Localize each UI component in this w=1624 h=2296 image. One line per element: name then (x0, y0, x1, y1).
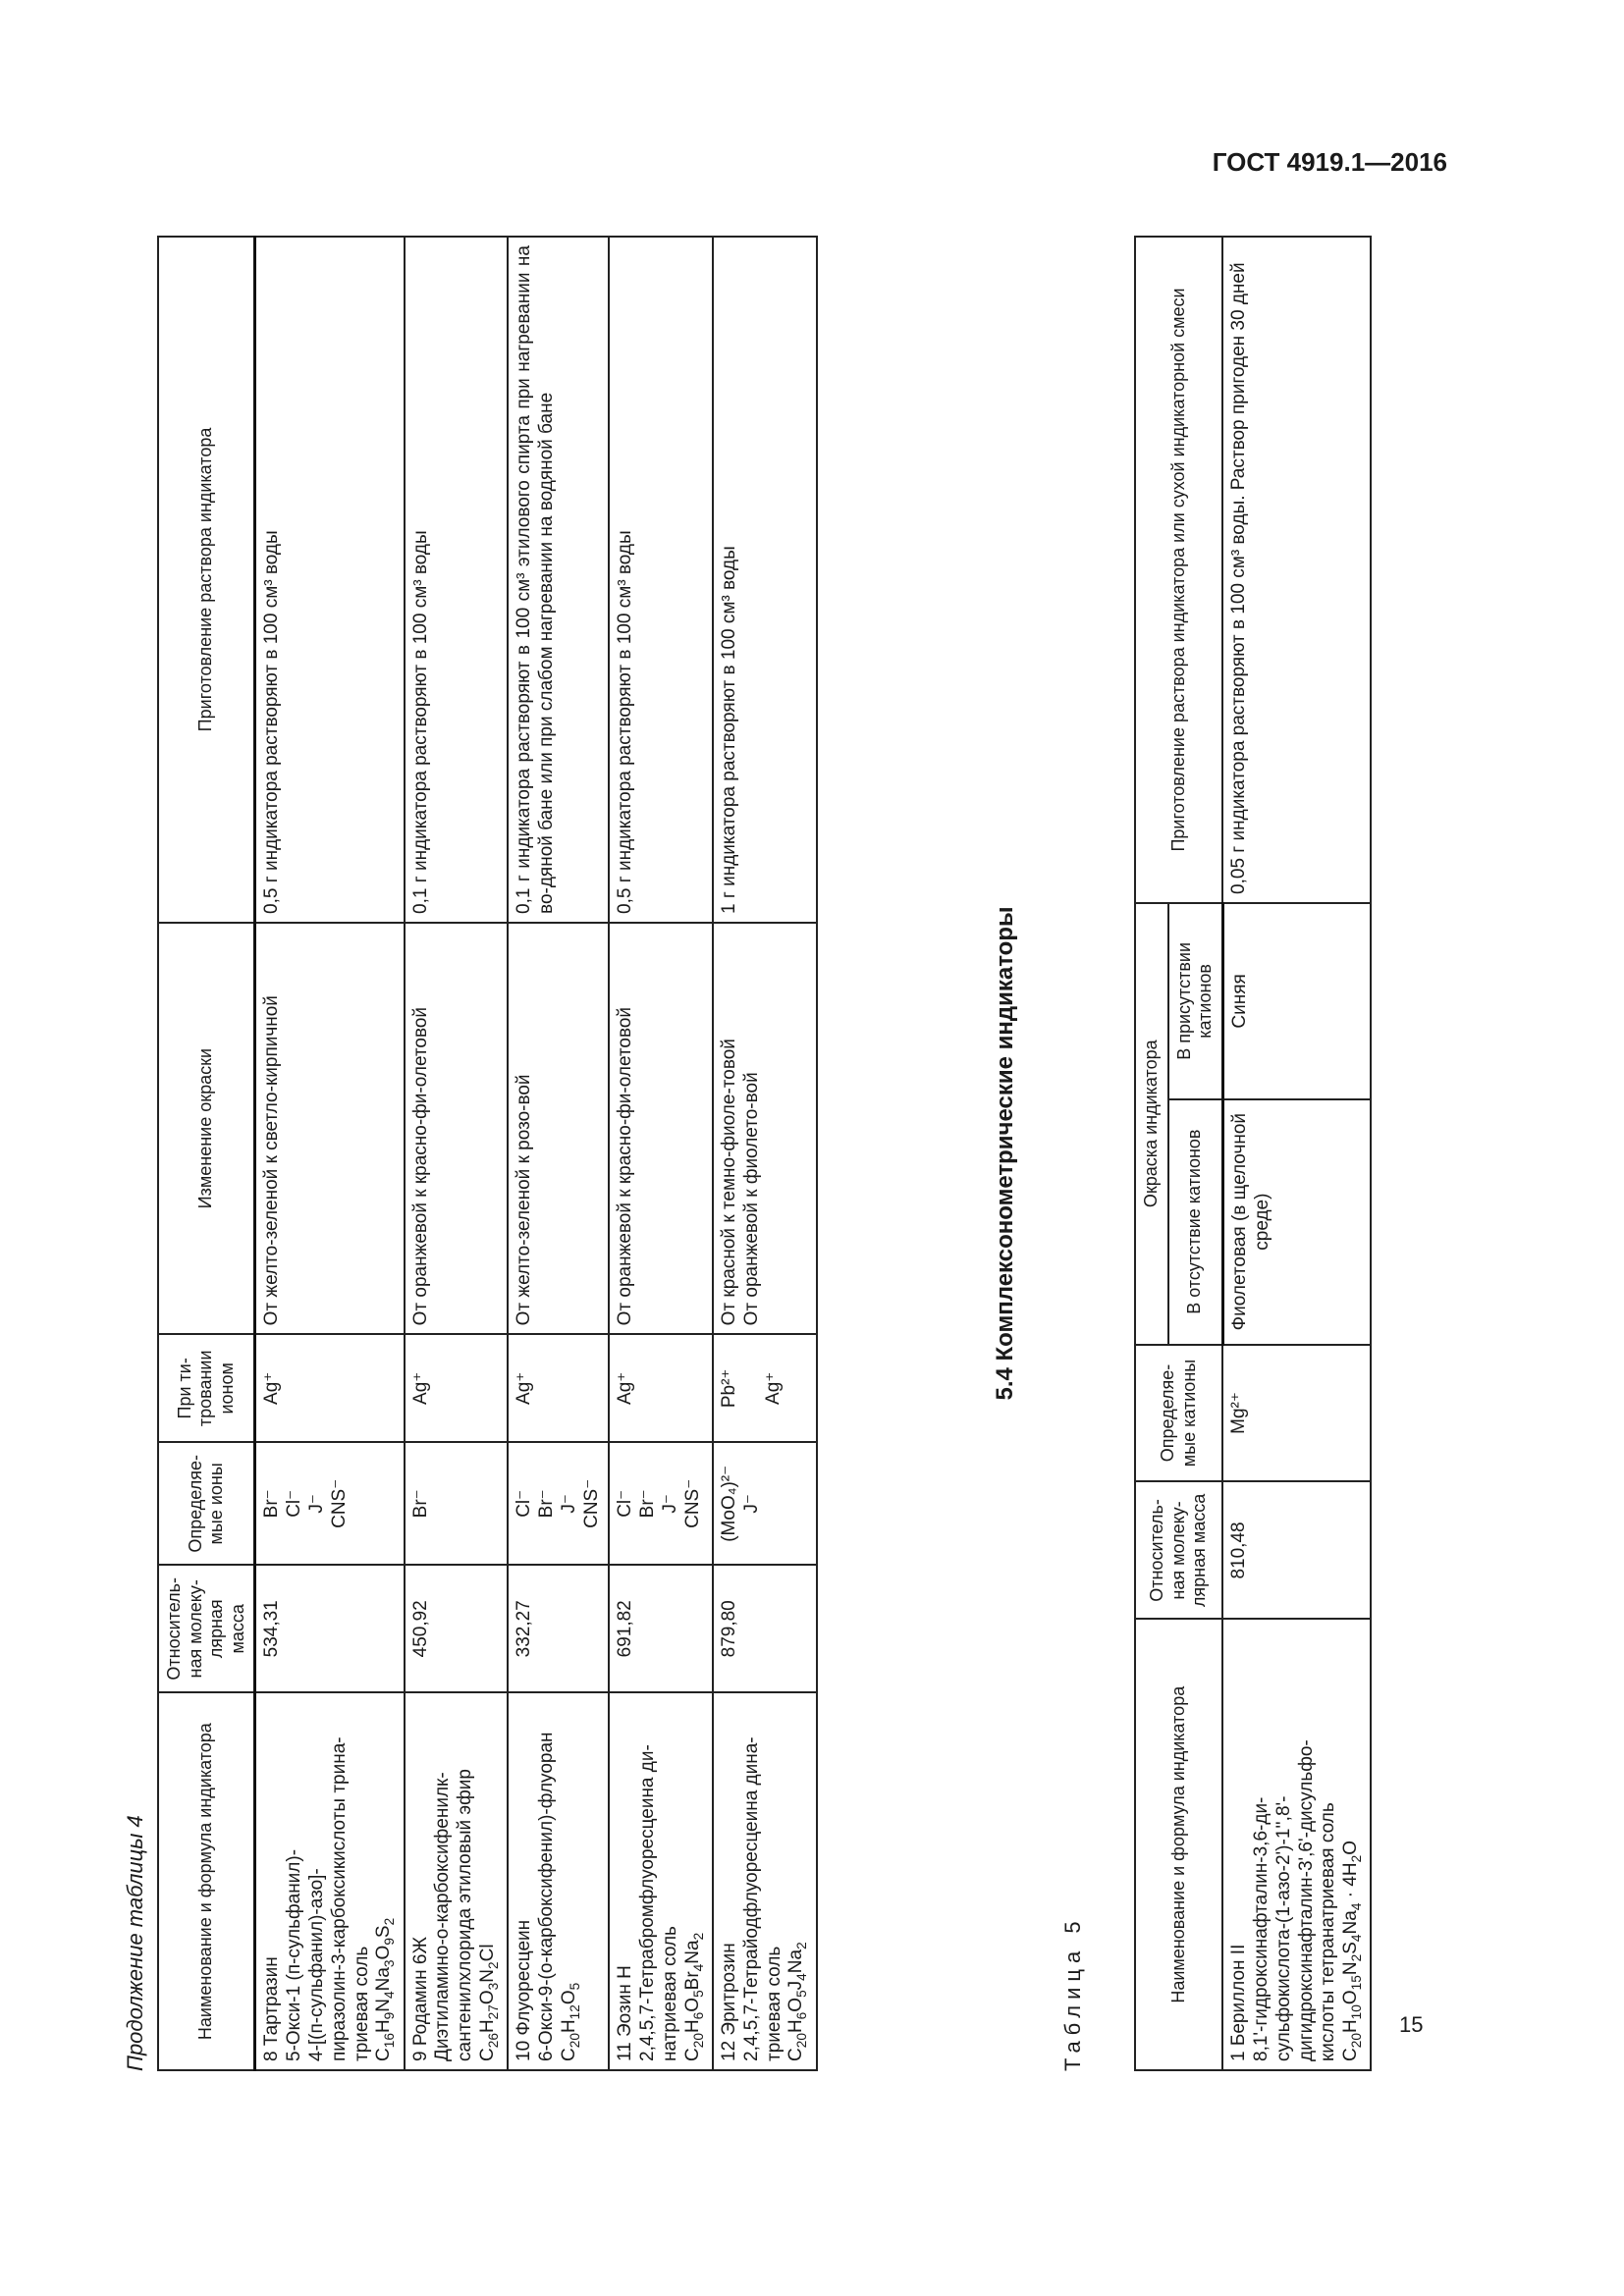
indicator-name-line: 1 Бериллон II (1228, 1944, 1250, 2061)
ion: Br⁻ (409, 1489, 431, 1519)
indicator-name-line: кислоты тетранатриевая соль (1318, 1802, 1339, 2061)
t4-header-prep: Приготовление раствора индикатора (158, 237, 255, 923)
indicator-name-cell (405, 1692, 509, 2070)
molar-mass-cell (255, 1565, 405, 1692)
color-present: Синяя (1228, 974, 1250, 1029)
ion: J⁻ (740, 1494, 762, 1514)
ions-cell (405, 1442, 509, 1565)
molar-mass-cell (405, 1565, 509, 1692)
indicator-name-line: 4-[(п-сульфанил)-азо]- (305, 1868, 327, 2061)
color-change: От желто-зеленой к розо-вой (514, 1074, 535, 1326)
t5-header-mass: Относитель-ная молеку-лярная масса (1135, 1481, 1222, 1619)
t5-header-cations: Определяе-мые катионы (1135, 1345, 1222, 1482)
indicator-name-line: 12 Эритрозин (718, 1943, 739, 2061)
titration-cell (609, 1334, 713, 1442)
indicator-name-line: Диэтиламино-о-карбоксифенилк- (432, 1772, 454, 2061)
ion: Br⁻ (637, 1489, 659, 1519)
indicator-formula: $C_{20}H_{10}O_{15}N_2S_4Na_4 \cdot 4H_2O$ (1340, 1840, 1365, 2061)
standard-header: ГОСТ 4919.1—2016 (1212, 147, 1447, 177)
molar-mass-cell (713, 1565, 817, 1692)
indicator-name-line: 8,1'-гидроксинафталин-3,6-ди- (1251, 1796, 1272, 2061)
table-row (1222, 237, 1371, 2070)
t4-header-color: Изменение окраски (158, 923, 255, 1334)
molar-mass: 332,27 (514, 1600, 535, 1658)
color-change-cell (508, 923, 609, 1334)
ions-cell (713, 1442, 817, 1565)
indicator-name-line: 11 Эозин Н (615, 1965, 636, 2061)
ion: Cl⁻ (615, 1489, 636, 1518)
indicator-name-line: 2,4,5,7-Тетрабромфлуоресцеина ди- (637, 1744, 659, 2061)
titration-cell (255, 1334, 405, 1442)
indicator-formula: $C_{20}H_6O_5Br_4Na_2$ (681, 1932, 706, 2061)
t4-header-ions: Определяе-мые ионы (158, 1442, 255, 1565)
titration-ion: Pb²⁺ (718, 1368, 739, 1409)
color-change-cell (255, 923, 405, 1334)
table-row (255, 237, 405, 2070)
preparation: 0,1 г индикатора растворяют в 100 см³ этилового спирта при нагревании на во-дяной бане или при слабом нагревании на водяной бане (514, 245, 557, 914)
titration-cell (405, 1334, 509, 1442)
indicator-name-line: сульфокислота-(1-азо-2')-1'',8'- (1272, 1795, 1294, 2061)
table-row (508, 237, 609, 2070)
rotated-content (123, 236, 1458, 2071)
ion: CNS⁻ (328, 1478, 350, 1528)
preparation: 0,1 г индикатора растворяют в 100 см³ воды (409, 530, 431, 914)
indicator-formula: $C_{20}H_6O_5J_4Na_2$ (785, 1942, 810, 2061)
indicator-name-line: 10 Флуоресцеин (514, 1919, 535, 2061)
t5-header-color-group: Окраска индикатора (1135, 903, 1168, 1345)
table-4 (157, 236, 818, 2071)
indicator-name-line: 8 Тартразин (261, 1956, 283, 2061)
table-5 (1134, 236, 1372, 2071)
color-change: От оранжевой к красно-фи-олетовой (615, 1006, 636, 1326)
titration-cell (713, 1334, 817, 1442)
ion: J⁻ (659, 1494, 680, 1514)
ions-cell (508, 1442, 609, 1565)
indicator-formula: $C_{26}H_{27}O_3N_2Cl$ (476, 1944, 501, 2061)
cation: Mg²⁺ (1228, 1392, 1250, 1434)
indicator-name-line: 6-Окси-9-(о-карбоксифенил)-флуоран (535, 1732, 557, 2061)
table-5-title: Таблица 5 (1060, 1915, 1085, 2071)
titration-ion: Ag⁺ (615, 1371, 636, 1405)
color-change: От красной к темно-фиоле-товой (718, 1039, 739, 1326)
molar-mass: 450,92 (409, 1600, 431, 1658)
preparation-cell (609, 237, 713, 923)
ion: Cl⁻ (514, 1489, 535, 1518)
color-absent: Фиолетовая (в щелочной среде) (1228, 1112, 1272, 1331)
indicator-name-line: триевая соль (763, 1946, 785, 2061)
t5-header-prep: Приготовление раствора индикатора или сухой индикаторной смеси (1135, 237, 1222, 903)
color-absent-cell (1222, 1099, 1371, 1345)
preparation-cell (255, 237, 405, 923)
ion: J⁻ (558, 1494, 579, 1514)
t5-header-name: Наименование и формула индикатора (1135, 1619, 1222, 2070)
color-change: От желто-зеленой к светло-кирпичной (261, 995, 283, 1326)
t5-header-present: В присутствии катионов (1168, 903, 1223, 1099)
preparation-cell (1222, 237, 1371, 903)
molar-mass-cell (609, 1565, 713, 1692)
preparation-cell (508, 237, 609, 923)
ions-cell (609, 1442, 713, 1565)
indicator-name-cell (508, 1692, 609, 2070)
titration-ion: Ag⁺ (261, 1371, 283, 1405)
titration-cell (508, 1334, 609, 1442)
indicator-name-line: триевая соль (351, 1946, 372, 2061)
table-row (405, 237, 509, 2070)
t4-header-name: Наименование и формула индикатора (158, 1692, 255, 2070)
indicator-name-line: дигидроксинафталин-3',6'-дисульфо- (1295, 1739, 1317, 2061)
indicator-name-line: 9 Родамин 6Ж (409, 1936, 431, 2061)
indicator-name-line: 5-Окси-1 (п-сульфанил)- (284, 1848, 305, 2061)
preparation-cell (405, 237, 509, 923)
color-change-cell (405, 923, 509, 1334)
ions-cell (255, 1442, 405, 1565)
titration-ion: Ag⁺ (762, 1371, 784, 1405)
preparation: 1 г индикатора растворяют в 100 см³ воды (718, 546, 739, 914)
indicator-name-cell (713, 1692, 817, 2070)
section-title: 5.4 Комплексонометрические индикаторы (992, 906, 1018, 1401)
table-row (713, 237, 817, 2070)
titration-ion: Ag⁺ (514, 1371, 535, 1405)
preparation-cell (713, 237, 817, 923)
indicator-name-line: 2,4,5,7-Тетрайодфлуоресцеина дина- (740, 1736, 762, 2061)
continuation-label: Продолжение таблицы 4 (123, 1815, 147, 2071)
table-row (609, 237, 713, 2070)
t5-header-absent: В отсутствие катионов (1168, 1099, 1223, 1345)
preparation: 0,05 г индикатора растворяют в 100 см³ воды. Раствор пригоден 30 дней (1228, 262, 1250, 894)
molar-mass-cell (508, 1565, 609, 1692)
molar-mass-cell (1222, 1481, 1371, 1619)
preparation: 0,5 г индикатора растворяют в 100 см³ воды (261, 530, 283, 914)
color-present-cell (1222, 903, 1371, 1099)
indicator-name-cell (255, 1692, 405, 2070)
molar-mass: 691,82 (615, 1600, 636, 1658)
ion: Br⁻ (261, 1489, 283, 1519)
ion: CNS⁻ (681, 1478, 703, 1528)
indicator-name-line: пиразолин-3-карбоксикислоты трина- (328, 1736, 350, 2061)
molar-mass: 879,80 (718, 1600, 739, 1658)
t4-header-mass: Относитель-ная молеку-лярная масса (158, 1565, 255, 1692)
indicator-name-line: сантенилхлорида этиловый эфир (455, 1769, 476, 2061)
indicator-formula: $C_{16}H_9N_4Na_3O_9S_2$ (373, 1917, 398, 2061)
indicator-name-line: натриевая соль (659, 1926, 680, 2061)
indicator-formula: $C_{20}H_{12}O_5$ (558, 1982, 582, 2061)
ion: Cl⁻ (284, 1489, 305, 1518)
ion: (MoO₄)²⁻ (718, 1465, 739, 1542)
color-change-cell (713, 923, 817, 1334)
molar-mass: 534,31 (261, 1600, 283, 1658)
indicator-name-cell (609, 1692, 713, 2070)
molar-mass: 810,48 (1228, 1522, 1250, 1579)
ion: Br⁻ (535, 1489, 557, 1519)
page-number: 15 (1399, 2012, 1424, 2037)
t4-header-titr: При ти-тровании ионом (158, 1334, 255, 1442)
titration-ion: Ag⁺ (409, 1371, 431, 1405)
color-change-cell (609, 923, 713, 1334)
ion: J⁻ (305, 1494, 327, 1514)
ion: CNS⁻ (580, 1478, 602, 1528)
color-change: От оранжевой к фиолето-вой (740, 1072, 762, 1326)
cations-cell (1222, 1345, 1371, 1482)
color-change: От оранжевой к красно-фи-олетовой (409, 1006, 431, 1326)
preparation: 0,5 г индикатора растворяют в 100 см³ воды (615, 530, 636, 914)
indicator-name-cell (1222, 1619, 1371, 2070)
